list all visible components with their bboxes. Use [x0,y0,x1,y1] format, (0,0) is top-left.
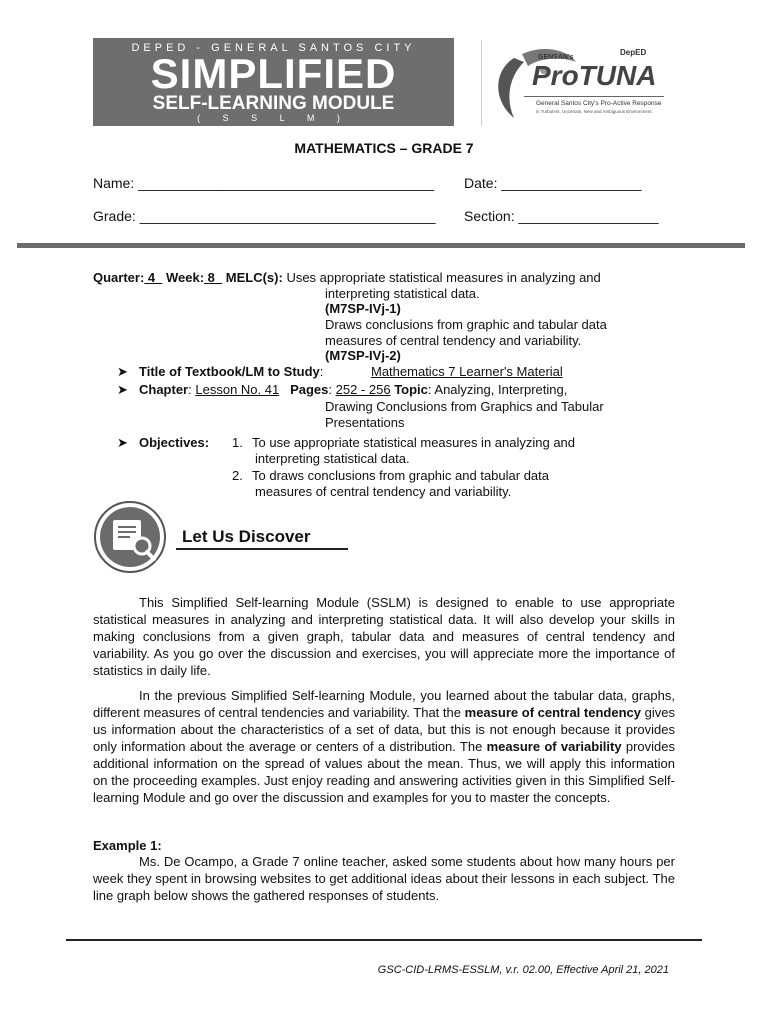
pages-value: 252 - 256 [335,382,391,397]
objective-2-line2: measures of central tendency and variability. [255,484,512,499]
logo-gensan: GENSAN's [538,54,574,61]
discover-underline [176,548,348,550]
logo-tagline: General Santos City's Pro-Active Response [536,100,662,107]
name-field[interactable]: Name: ______________________________________ [93,175,434,191]
objective-2-line1: To draws conclusions from graphic and tabular data [252,468,549,483]
topic-line1: : Analyzing, Interpreting, [427,382,568,397]
chapter-colon: : [188,382,192,397]
pages-colon: : [328,382,332,397]
p2-central-tendency: measure of central tendency [464,705,641,720]
quarter-week-melc-line [93,269,601,286]
p2-text-e: provides additional information on the spread of values about the mean. Thus, we will apply this information on the proceeding examples. Just enjoy reading and answering activities given in this Simplified Self-learning Module and go over the discussion and examples for you to master the concepts. [93,739,675,805]
bullet-arrow-icon: ➤ [117,435,128,450]
pages-label: Pages [290,382,329,397]
sslm-banner [93,38,454,126]
previous-module-paragraph [93,687,675,806]
example-paragraph [93,853,675,904]
bullet-arrow-icon: ➤ [117,364,128,379]
melc2-line2: measures of central tendency and variability. [325,333,582,348]
p2-text-a: In the previous Simplified Self-learning Module, you learned about the tabular data, graphs, different measures of central tendencies and variability. That the [93,688,675,720]
melc2-code: (M7SP-IVj-2) [325,348,401,363]
quarter-value: 4 [144,270,163,285]
grade-field[interactable]: Grade: ______________________________________ [93,208,436,224]
example-1-label: Example 1: [93,838,162,853]
objective-1-line2: interpreting statistical data. [255,451,410,466]
bullet-arrow-icon: ➤ [117,382,128,397]
header-divider [481,40,482,126]
topic-line3: Presentations [325,415,405,430]
p2-text-c: gives us information about the characteristics of a set of data, but this is not enough because it provides only information about the average or centers of a distribution. The [93,705,675,754]
melc1-line1: Uses appropriate statistical measures in analyzing and [286,270,601,285]
objective-2-number: 2. [232,468,243,483]
intro-paragraph [93,594,675,679]
banner-simplified: SIMPLIFIED [150,50,397,97]
date-field[interactable]: Date: __________________ [464,175,642,191]
footer-rule [66,939,702,941]
objective-1-number: 1. [232,435,243,450]
topic-label: Topic [394,382,428,397]
melc1-code: (M7SP-IVj-1) [325,301,401,316]
banner-sslm: ( S S L M ) [197,113,350,123]
textbook-value: Mathematics 7 Learner's Material [371,364,563,379]
chapter-value: Lesson No. 41 [195,382,280,397]
protuna-logo [484,40,674,126]
quarter-label: Quarter: [93,270,145,285]
p2-variability: measure of variability [486,739,622,754]
melc2-line1: Draws conclusions from graphic and tabular data [325,317,607,332]
paragraph-1: This Simplified Self-learning Module (SSLM) is designed to enable to use appropriate statistical measures in analyzing and interpreting statistical data. It will also develop your skills in making conclusions from a given graph, tabular data and measures of central tendency and variability. As you go over the discussion and exercises, you will appreciate more the importance of statistics in daily life. [93,595,675,678]
logo-protuna: ProTUNA [532,60,657,91]
logo-subtagline: in Turbulent, Uncertain, New and Ambiguous Environment [536,109,652,114]
paragraph-2 [93,687,675,806]
week-label: Week: [166,270,205,285]
textbook-colon: : [319,364,324,379]
melc-label: MELC(s): [225,270,283,285]
header-rule [17,243,745,248]
book-magnifier-icon [93,500,173,574]
footer-code: GSC-CID-LRMS-ESSLM, v.r. 02.00, Effective April 21, 2021 [377,964,669,976]
logo-deped: DepED [620,48,647,57]
chapter-line [139,381,567,398]
week-value: 8 [204,270,223,285]
chapter-label: Chapter [139,382,189,397]
textbook-line [139,363,323,380]
let-us-discover-heading: Let Us Discover [182,527,311,546]
objective-1-line1: To use appropriate statistical measures in analyzing and [252,435,576,450]
melc1-line2: interpreting statistical data. [325,286,480,301]
section-field[interactable]: Section: __________________ [464,208,659,224]
objectives-label: Objectives: [139,435,210,450]
topic-line2: Drawing Conclusions from Graphics and Tabular [325,399,604,414]
banner-module: SELF-LEARNING MODULE [152,93,395,114]
textbook-label: Title of Textbook/LM to Study [139,364,320,379]
logo-underline [524,96,664,97]
banner-division: DEPED - GENERAL SANTOS CITY [131,42,416,54]
page-title: MATHEMATICS – GRADE 7 [294,140,474,156]
paragraph-3: Ms. De Ocampo, a Grade 7 online teacher, asked some students about how many hours per week they spent in browsing websites to get additional ideas about their lessons in each subject. The line graph below shows the gathered responses of students. [93,854,675,903]
